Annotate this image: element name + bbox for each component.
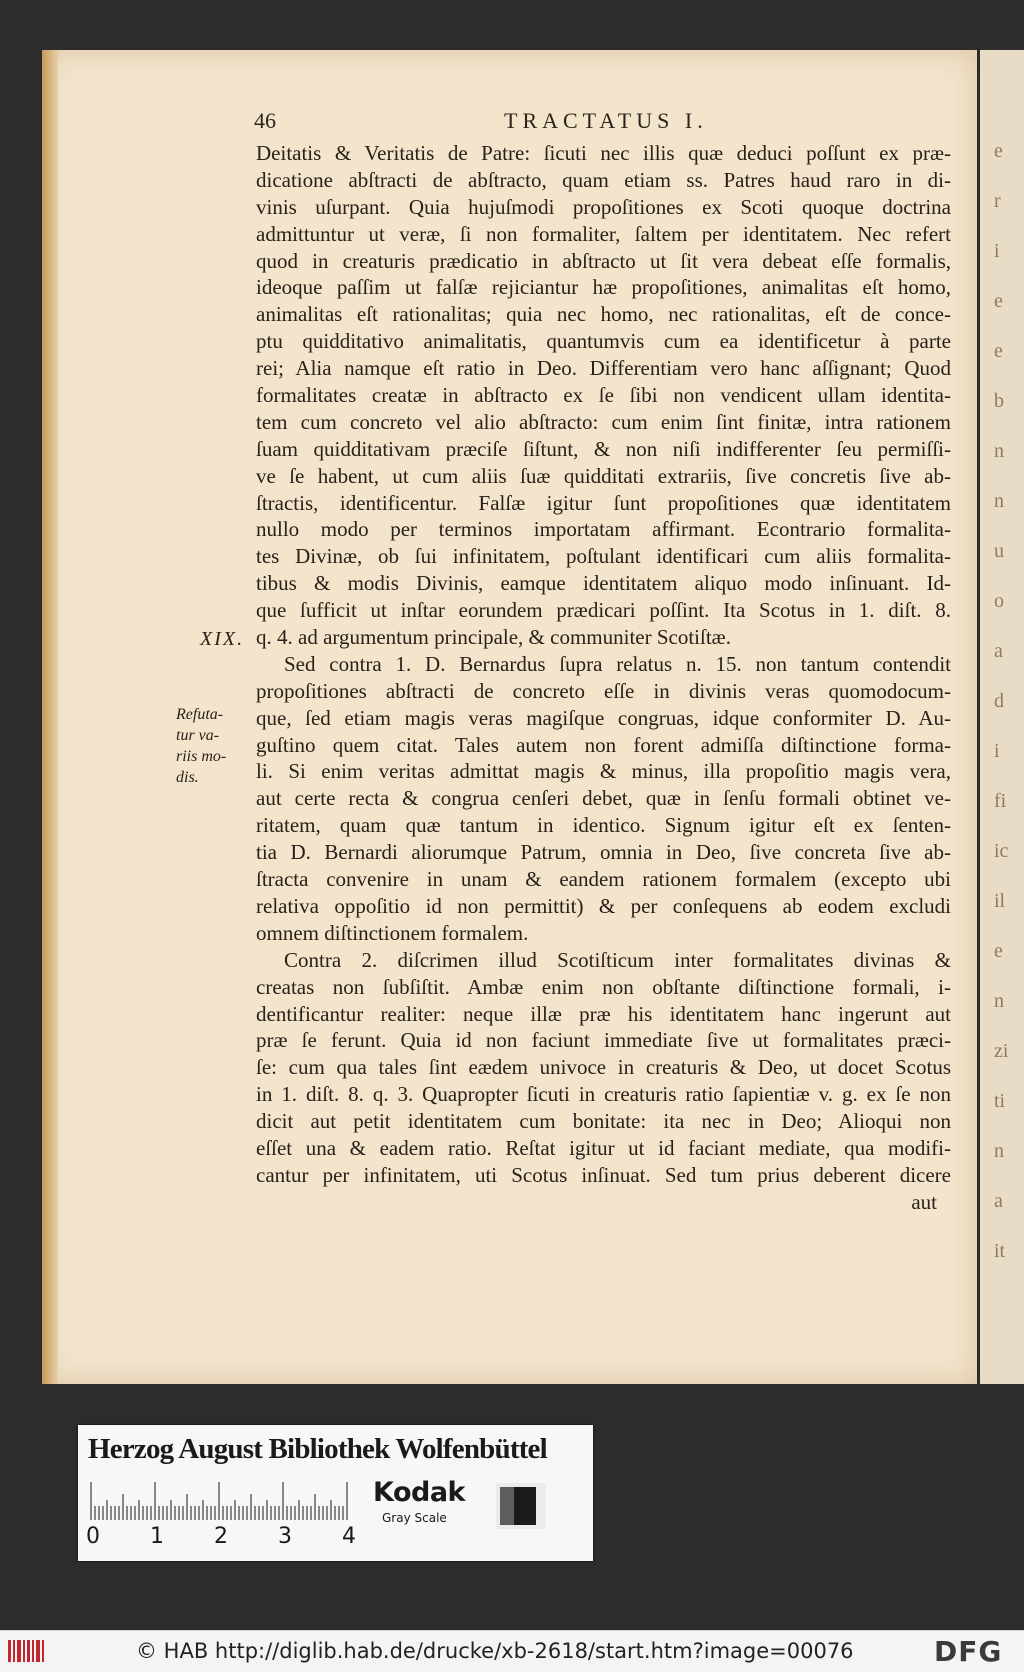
text-line: ſtracta convenire in unam & eandem rationem formalem (excepto ubi (256, 867, 951, 892)
text-line: tes Divinæ, ob ſui infinitatem, poſtulant identificari cum aliis formalita- (256, 544, 951, 569)
text-line: ve ſe habent, ut cum aliis ſuæ quidditati extrariis, ſive concretis ſive ab- (256, 463, 951, 488)
facing-page-letter: u (994, 540, 1004, 562)
text-line: creatas non ſubſiſtit. Ambæ enim non obſtante diſtinctione formali, i- (256, 974, 951, 999)
page-gutter-edge (42, 50, 58, 1384)
text-line: animalitas eſt rationalitas; quia nec homo, nec rationalitas, eſt de conce- (256, 302, 951, 327)
facing-page-letter: it (994, 1240, 1006, 1262)
facing-page-letter: n (994, 440, 1004, 462)
facing-page-letter: e (994, 290, 1003, 312)
text-line: omnem diſtinctionem formalem. (256, 920, 529, 945)
facing-page-letter: a (994, 1190, 1003, 1212)
text-line: quod in creaturis prædicatio in abſtracto ut ſit vera debeat eſſe formalis, (256, 248, 951, 273)
facing-page-letter: ic (994, 840, 1009, 862)
ruler-numbers (86, 1524, 356, 1552)
facing-page-letter: zi (994, 1040, 1009, 1062)
running-head (254, 108, 950, 138)
text-line: admittuntur ut veræ, ſi non formaliter, ſaltem per identitatem. Nec refert (256, 221, 951, 246)
facing-page-letter: n (994, 1140, 1004, 1162)
facing-page-letter: o (994, 590, 1004, 612)
gray-patch-medium (500, 1487, 514, 1525)
text-line: que, ſed etiam magis veras magiſque congruas, idque conformiter D. Au- (256, 705, 951, 730)
ruler-number: 3 (278, 1524, 292, 1549)
facing-page-letter: r (994, 190, 1001, 212)
text-line: ritatem, quam quæ tantum in identico. Signum igitur eſt ex ſenten- (256, 813, 951, 838)
text-line: præ ſe ferunt. Quia id non faciunt immediate ſive ut formalitates præci- (256, 1028, 951, 1053)
section-number: XIX. (200, 628, 245, 650)
facing-page-letter: a (994, 640, 1003, 662)
ruler-number: 0 (86, 1524, 100, 1549)
ruler-scale (90, 1480, 348, 1520)
text-line: tia D. Bernardi aliorumque Patrum, omnia in Deo, ſive concreta ſive ab- (256, 840, 951, 865)
catchword: aut (911, 1189, 937, 1214)
facing-page-letter: e (994, 940, 1003, 962)
text-line: dicatione abſtracti de abſtracto, quam etiam ss. Patres haud raro in di- (256, 167, 951, 192)
source-link[interactable]: © HAB http://diglib.hab.de/drucke/xb-2618/start.htm?image=00076 (136, 1639, 854, 1663)
facing-page-letter: n (994, 490, 1004, 512)
facing-page-letter: d (994, 690, 1004, 712)
ruler-number: 4 (342, 1524, 356, 1549)
facing-page-edge (980, 50, 1024, 1384)
dfg-logo: DFG (934, 1635, 1003, 1668)
text-line: que ſufficit ut inſtar eorundem prædicari poſſint. Ita Scotus in 1. diſt. 8. (256, 598, 951, 623)
kodak-logo: Kodak (373, 1477, 465, 1508)
text-line: tem cum concreto vel alio abſtracto: cum enim ſint finitæ, intra rationem (256, 409, 951, 434)
text-line: ptu quidditativo animalitatis, quantumvis cum ea identificetur à parte (256, 329, 951, 354)
text-line: ſtractis, identificentur. Falſæ igitur ſunt propoſitiones quæ identitatem (256, 490, 951, 515)
text-line: relativa oppoſitio id non permittit) & per conſequens ab eodem excludi (256, 893, 951, 918)
text-line: rei; Alia namque eſt ratio in Deo. Differentiam vero hanc aſſignant; Quod (256, 356, 951, 381)
facing-page-letter: e (994, 340, 1003, 362)
text-line: ſe: cum qua tales ſint eædem univoce in creaturis & Deo, ut docet Scotus (256, 1055, 951, 1080)
ruler-number: 2 (214, 1524, 228, 1549)
gray-scale-patch (496, 1483, 546, 1529)
facing-page-letter: n (994, 990, 1004, 1012)
facing-page-letter: il (994, 890, 1006, 912)
text-line: guſtino quem citat. Tales autem non forent admiſſa diſtinctione forma- (256, 732, 951, 757)
text-line: ideoque paſſim ut falſæ rejiciantur hæ propoſitiones, animalitas eſt homo, (256, 275, 951, 300)
gray-patch-dark (514, 1487, 536, 1525)
text-line: ſuam quidditativam præciſe ſiſtunt, & non niſi indifferenter ſeu permiſſi- (256, 436, 951, 461)
marginal-note-line: riis mo- (176, 748, 227, 765)
text-line: tibus & modis Divinis, eamque identitatem aliquo modo inſinuant. Id- (256, 571, 951, 596)
page-number: 46 (254, 108, 276, 133)
facing-page-letter: e (994, 140, 1003, 162)
hab-logo-icon (6, 1636, 46, 1666)
text-line: Deitatis & Veritatis de Patre: ſicuti nec illis quæ deduci poſſunt ex præ- (256, 141, 951, 165)
text-line: dicit aut petit identitatem cum bonitate: ita nec in Deo; Alioqui non (256, 1109, 951, 1134)
text-line: Sed contra 1. D. Bernardus ſupra relatus n. 15. non tantum contendit (284, 651, 951, 676)
text-line: formalitates creatæ in abſtracto ex ſe ſibi non vendicent ullam identita- (256, 383, 951, 408)
gray-scale-label: Gray Scale (382, 1511, 447, 1525)
color-target-card (78, 1425, 593, 1561)
facing-page-letter: ti (994, 1090, 1006, 1112)
text-line: li. Si enim veritas admittat magis & minus, illa propoſitio magis vera, (256, 759, 951, 784)
text-line: eſſet una & eadem ratio. Reſtat igitur ut id faciant mediate, qua modifi- (256, 1135, 951, 1160)
text-line: dentificantur realiter: neque illæ præ his identitatem hanc ingerunt aut (256, 1001, 951, 1026)
ruler-number: 1 (150, 1524, 164, 1549)
text-line: cantur per infinitatem, uti Scotus inſinuat. Sed tum prius deberent dicere (256, 1162, 951, 1187)
text-line: q. 4. ad argumentum principale, & communiter Scotiſtæ. (256, 625, 731, 650)
library-name: Herzog August Bibliothek Wolfenbüttel (88, 1433, 547, 1465)
text-line: nullo modo per terminos importatam affirmant. Econtrario formalita- (256, 517, 951, 542)
text-line: propoſitiones abſtracti de concreto eſſe in divinis veras quomodocum- (256, 678, 951, 703)
facing-page-letter: b (994, 390, 1004, 412)
facing-page-letter: fi (994, 790, 1007, 812)
text-line: vinis uſurpant. Quia hujuſmodi propoſitiones ex Scoti quoque doctrina (256, 194, 951, 219)
marginal-note (176, 704, 246, 788)
footer-bar (0, 1630, 1024, 1672)
marginal-note-line: dis. (176, 769, 199, 786)
text-line: Contra 2. diſcrimen illud Scotiſticum inter formalitates divinas & (284, 947, 951, 972)
marginal-note-line: tur va- (176, 727, 220, 744)
text-line: aut certe recta & congrua cenſeri debet, quæ in ſenſu formali obtinet ve- (256, 786, 951, 811)
facing-page-letter: i (994, 240, 1000, 262)
running-title: TRACTATUS I. (504, 108, 708, 133)
marginal-note-line: Refuta- (176, 706, 224, 723)
text-line: in 1. diſt. 8. q. 3. Quapropter ſicuti in creaturis ratio ſapientiæ v. g. ex ſe non (256, 1082, 951, 1107)
facing-page-letter: i (994, 740, 1000, 762)
body-text (256, 140, 951, 1216)
